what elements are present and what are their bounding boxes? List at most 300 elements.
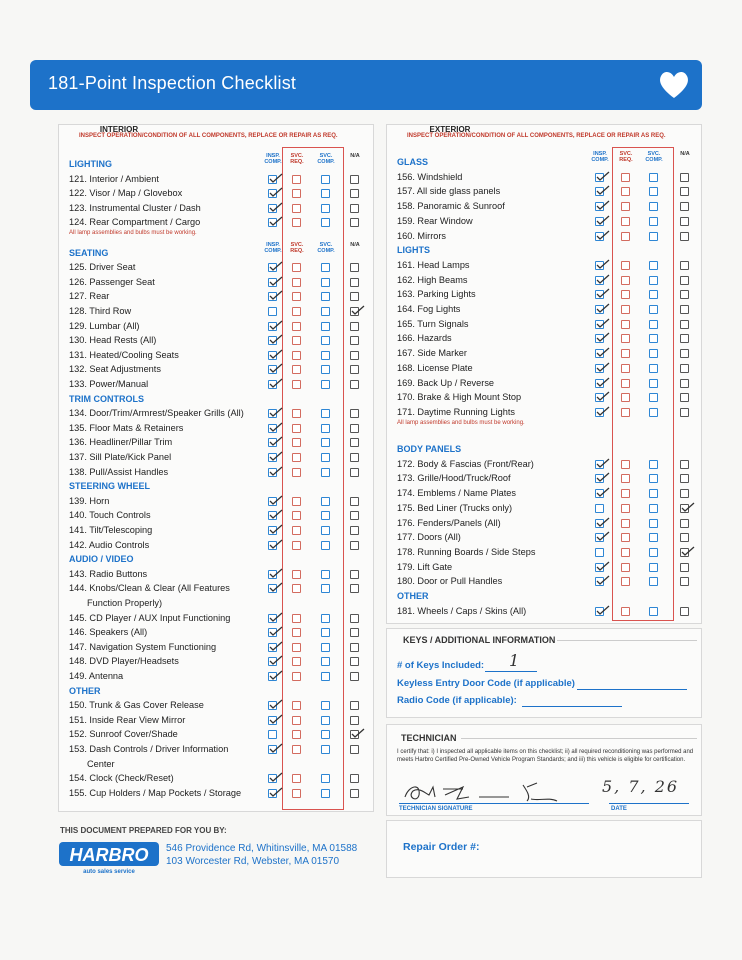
checkbox-insp-comp[interactable]: [268, 351, 277, 360]
checkbox-na[interactable]: [680, 187, 689, 196]
checkbox-insp-comp[interactable]: [595, 276, 604, 285]
checkbox-na[interactable]: [350, 643, 359, 652]
checkbox-na[interactable]: [350, 541, 359, 550]
item-parking-lights: 163. Parking Lights: [397, 289, 476, 300]
checkbox-svc-comp[interactable]: [321, 409, 330, 418]
checkbox-svc-req[interactable]: [621, 563, 630, 572]
item-cup-holders-map-pockets-storage: 155. Cup Holders / Map Pockets / Storage: [69, 787, 242, 798]
category-lights: LIGHTS: [397, 245, 430, 256]
item-interior-ambient: 121. Interior / Ambient: [69, 173, 159, 184]
checkbox-svc-comp[interactable]: [649, 187, 658, 196]
checkbox-insp-comp[interactable]: [268, 745, 277, 754]
checkbox-svc-comp[interactable]: [321, 774, 330, 783]
checkbox-insp-comp[interactable]: [268, 497, 277, 506]
exterior-title: EXTERIOR: [429, 125, 471, 134]
checkbox-svc-comp[interactable]: [321, 541, 330, 550]
checkbox-na[interactable]: [350, 672, 359, 681]
checkbox-na[interactable]: [350, 584, 359, 593]
checkbox-insp-comp[interactable]: [595, 504, 604, 513]
checkbox-insp-comp[interactable]: [268, 774, 277, 783]
checkbox-svc-comp[interactable]: [649, 379, 658, 388]
checkbox-na[interactable]: [680, 533, 689, 542]
checkbox-svc-comp[interactable]: [649, 519, 658, 528]
checkbox-na[interactable]: [680, 232, 689, 241]
checkbox-svc-comp[interactable]: [321, 365, 330, 374]
checkbox-svc-req[interactable]: [621, 577, 630, 586]
checkbox-insp-comp[interactable]: [268, 716, 277, 725]
checkbox-svc-comp[interactable]: [321, 336, 330, 345]
checkbox-na[interactable]: [680, 474, 689, 483]
checkbox-na[interactable]: [350, 453, 359, 462]
checkbox-na[interactable]: [350, 409, 359, 418]
checkbox-svc-comp[interactable]: [649, 217, 658, 226]
checkbox-svc-comp[interactable]: [649, 474, 658, 483]
checkbox-svc-req[interactable]: [292, 716, 301, 725]
checkbox-insp-comp[interactable]: [268, 218, 277, 227]
item-rear: 127. Rear: [69, 291, 110, 302]
checkbox-svc-comp[interactable]: [321, 322, 330, 331]
checkbox-svc-comp[interactable]: [321, 789, 330, 798]
checkbox-insp-comp[interactable]: [268, 322, 277, 331]
checkbox-svc-comp[interactable]: [321, 278, 330, 287]
checkbox-svc-req[interactable]: [621, 305, 630, 314]
checkbox-insp-comp[interactable]: [268, 584, 277, 593]
signature-line[interactable]: [399, 803, 589, 804]
checkbox-svc-req[interactable]: [621, 261, 630, 270]
item-cd-player-aux-input-functioning: 145. CD Player / AUX Input Functioning: [69, 612, 231, 623]
checkbox-svc-comp[interactable]: [321, 628, 330, 637]
checkbox-svc-comp[interactable]: [649, 364, 658, 373]
checkbox-svc-req[interactable]: [292, 438, 301, 447]
checkbox-insp-comp[interactable]: [268, 730, 277, 739]
checkbox-na[interactable]: [680, 305, 689, 314]
checkbox-na[interactable]: [680, 364, 689, 373]
checkbox-na[interactable]: [350, 511, 359, 520]
checkbox-na[interactable]: [680, 563, 689, 572]
technician-title: TECHNICIAN: [401, 733, 457, 743]
checkbox-svc-req[interactable]: [621, 349, 630, 358]
checkbox-svc-req[interactable]: [292, 497, 301, 506]
item-trunk-gas-cover-release: 150. Trunk & Gas Cover Release: [69, 700, 204, 711]
item-lift-gate: 179. Lift Gate: [397, 561, 453, 572]
checkbox-svc-comp[interactable]: [649, 460, 658, 469]
keys-panel: [386, 628, 702, 718]
checkbox-insp-comp[interactable]: [595, 379, 604, 388]
checkbox-svc-comp[interactable]: [321, 730, 330, 739]
column-header-insp: INSP. COMP.: [264, 153, 282, 165]
checkbox-na[interactable]: [350, 570, 359, 579]
checkbox-insp-comp[interactable]: [595, 305, 604, 314]
checkbox-na[interactable]: [680, 607, 689, 616]
checkbox-insp-comp[interactable]: [268, 175, 277, 184]
checkbox-insp-comp[interactable]: [268, 511, 277, 520]
checkbox-svc-req[interactable]: [292, 292, 301, 301]
checkbox-insp-comp[interactable]: [268, 672, 277, 681]
checkbox-svc-comp[interactable]: [321, 526, 330, 535]
checkbox-insp-comp[interactable]: [268, 701, 277, 710]
checkbox-svc-req[interactable]: [292, 189, 301, 198]
checkbox-svc-req[interactable]: [621, 519, 630, 528]
checkbox-insp-comp[interactable]: [268, 789, 277, 798]
checkbox-svc-req[interactable]: [621, 460, 630, 469]
checkbox-svc-comp[interactable]: [649, 533, 658, 542]
column-header-svc-req: SVC. REQ.: [619, 151, 633, 163]
item-daytime-running-lights: 171. Daytime Running Lights: [397, 406, 515, 417]
checkbox-svc-req[interactable]: [292, 511, 301, 520]
checkbox-insp-comp[interactable]: [268, 409, 277, 418]
checkbox-na[interactable]: [680, 334, 689, 343]
checkbox-na[interactable]: [350, 336, 359, 345]
checkbox-na[interactable]: [350, 380, 359, 389]
checkbox-svc-comp[interactable]: [649, 261, 658, 270]
signature-label: TECHNICIAN SIGNATURE: [399, 806, 473, 812]
checkbox-svc-req[interactable]: [292, 351, 301, 360]
checkbox-svc-req[interactable]: [292, 657, 301, 666]
checkbox-insp-comp[interactable]: [595, 187, 604, 196]
checkbox-na[interactable]: [350, 789, 359, 798]
checkbox-svc-req[interactable]: [621, 393, 630, 402]
exterior-panel: [386, 124, 702, 624]
technician-panel: [386, 724, 702, 816]
checkbox-na[interactable]: [350, 438, 359, 447]
note-text: All lamp assemblies and bulbs must be working.: [69, 230, 197, 236]
checkbox-svc-req[interactable]: [621, 364, 630, 373]
checkbox-na[interactable]: [350, 716, 359, 725]
checkbox-svc-req[interactable]: [621, 489, 630, 498]
checkbox-svc-comp[interactable]: [321, 657, 330, 666]
checkbox-na[interactable]: [680, 519, 689, 528]
checkbox-insp-comp[interactable]: [268, 453, 277, 462]
item-dash-controls-driver-information: 153. Dash Controls / Driver Information: [69, 744, 229, 754]
checkbox-na[interactable]: [680, 276, 689, 285]
checkbox-svc-req[interactable]: [621, 607, 630, 616]
checkbox-svc-comp[interactable]: [649, 489, 658, 498]
checkbox-na[interactable]: [350, 745, 359, 754]
checkbox-insp-comp[interactable]: [595, 563, 604, 572]
checkbox-svc-comp[interactable]: [321, 263, 330, 272]
checkbox-svc-comp[interactable]: [321, 614, 330, 623]
checkbox-insp-comp[interactable]: [595, 173, 604, 182]
item-all-side-glass-panels: 157. All side glass panels: [397, 186, 501, 197]
checkbox-na[interactable]: [350, 497, 359, 506]
checkbox-svc-comp[interactable]: [649, 349, 658, 358]
checkbox-svc-comp[interactable]: [321, 701, 330, 710]
checkbox-insp-comp[interactable]: [595, 349, 604, 358]
checkbox-insp-comp[interactable]: [595, 290, 604, 299]
checkbox-insp-comp[interactable]: [268, 365, 277, 374]
checkbox-svc-comp[interactable]: [649, 577, 658, 586]
checkbox-svc-comp[interactable]: [321, 643, 330, 652]
item-fenders-panels-all: 176. Fenders/Panels (All): [397, 517, 501, 528]
checkbox-na[interactable]: [350, 774, 359, 783]
checkbox-svc-req[interactable]: [292, 570, 301, 579]
checkbox-insp-comp[interactable]: [268, 570, 277, 579]
item-floor-mats-retainers: 135. Floor Mats & Retainers: [69, 422, 184, 433]
checkbox-insp-comp[interactable]: [268, 380, 277, 389]
checkbox-svc-comp[interactable]: [321, 584, 330, 593]
checkbox-svc-comp[interactable]: [321, 570, 330, 579]
checkbox-svc-req[interactable]: [292, 672, 301, 681]
checkbox-svc-req[interactable]: [292, 614, 301, 623]
item-clock-check-reset: 154. Clock (Check/Reset): [69, 773, 174, 784]
checkbox-insp-comp[interactable]: [268, 468, 277, 477]
checkbox-svc-comp[interactable]: [649, 548, 658, 557]
item-passenger-seat: 126. Passenger Seat: [69, 276, 155, 287]
checkbox-svc-comp[interactable]: [321, 175, 330, 184]
checkbox-na[interactable]: [350, 322, 359, 331]
column-header-insp: INSP. COMP.: [591, 151, 609, 163]
checkbox-svc-req[interactable]: [621, 548, 630, 557]
checkbox-insp-comp[interactable]: [595, 489, 604, 498]
checkbox-svc-req[interactable]: [621, 320, 630, 329]
checkbox-svc-comp[interactable]: [649, 320, 658, 329]
checkbox-svc-comp[interactable]: [649, 202, 658, 211]
checkbox-svc-req[interactable]: [292, 789, 301, 798]
certification-text: I certify that: i) I inspected all applicable items on this checklist; ii) all required reconditioning was performed and meets Harbro Certified Pre-Owned Vehicle Program Standards; and iii) this vehicle is eligible for certification.: [397, 749, 694, 763]
checkbox-svc-req[interactable]: [292, 468, 301, 477]
checkbox-svc-comp[interactable]: [649, 334, 658, 343]
checkbox-na[interactable]: [350, 614, 359, 623]
checkbox-svc-req[interactable]: [292, 628, 301, 637]
checkbox-svc-req[interactable]: [292, 278, 301, 287]
column-header-svc-comp: SVC. COMP.: [645, 151, 663, 163]
checkbox-svc-comp[interactable]: [649, 232, 658, 241]
checkbox-insp-comp[interactable]: [268, 204, 277, 213]
checkbox-svc-comp[interactable]: [321, 351, 330, 360]
checkbox-insp-comp[interactable]: [595, 261, 604, 270]
category-seating: SEATING: [69, 247, 109, 258]
checkbox-na[interactable]: [680, 202, 689, 211]
checkbox-svc-comp[interactable]: [649, 607, 658, 616]
radio-code-field[interactable]: [522, 706, 622, 707]
checkbox-svc-comp[interactable]: [321, 424, 330, 433]
item-headliner-pillar-trim: 136. Headliner/Pillar Trim: [69, 437, 173, 448]
repair-order-panel: [386, 820, 702, 878]
checkbox-svc-req[interactable]: [292, 701, 301, 710]
item-knobs-clean-clear-all-features: 144. Knobs/Clean & Clear (All Features: [69, 583, 230, 594]
item-seat-adjustments: 132. Seat Adjustments: [69, 364, 161, 375]
date-line[interactable]: [609, 803, 689, 804]
checkbox-svc-comp[interactable]: [321, 292, 330, 301]
checkbox-svc-comp[interactable]: [321, 453, 330, 462]
checkbox-svc-req[interactable]: [621, 187, 630, 196]
checkbox-svc-req[interactable]: [292, 365, 301, 374]
checkbox-svc-req[interactable]: [621, 504, 630, 513]
checkbox-na[interactable]: [680, 460, 689, 469]
checkbox-svc-comp[interactable]: [321, 438, 330, 447]
checkbox-na[interactable]: [680, 393, 689, 402]
checkbox-na[interactable]: [680, 379, 689, 388]
checkbox-insp-comp[interactable]: [595, 364, 604, 373]
checkbox-svc-req[interactable]: [292, 424, 301, 433]
checkbox-svc-req[interactable]: [292, 218, 301, 227]
checkbox-insp-comp[interactable]: [595, 393, 604, 402]
checkbox-svc-req[interactable]: [621, 334, 630, 343]
checkbox-na[interactable]: [680, 349, 689, 358]
checkbox-svc-req[interactable]: [292, 409, 301, 418]
checkbox-svc-comp[interactable]: [649, 563, 658, 572]
checkbox-na[interactable]: [350, 218, 359, 227]
item-antenna: 149. Antenna: [69, 671, 124, 681]
checkbox-insp-comp[interactable]: [268, 278, 277, 287]
checkbox-svc-comp[interactable]: [321, 497, 330, 506]
checkbox-svc-comp[interactable]: [649, 173, 658, 182]
checkbox-svc-comp[interactable]: [649, 276, 658, 285]
checkbox-na[interactable]: [350, 278, 359, 287]
checkbox-svc-req[interactable]: [292, 263, 301, 272]
checkbox-na[interactable]: [350, 351, 359, 360]
checkbox-insp-comp[interactable]: [268, 438, 277, 447]
checkbox-na[interactable]: [350, 307, 359, 316]
checkbox-svc-comp[interactable]: [321, 716, 330, 725]
checkbox-na[interactable]: [350, 526, 359, 535]
checkbox-insp-comp[interactable]: [595, 577, 604, 586]
checkbox-svc-req[interactable]: [621, 202, 630, 211]
checkbox-na[interactable]: [350, 189, 359, 198]
checkbox-insp-comp[interactable]: [268, 336, 277, 345]
item-high-beams: 162. High Beams: [397, 274, 468, 285]
checkbox-insp-comp[interactable]: [595, 460, 604, 469]
checkbox-svc-req[interactable]: [292, 774, 301, 783]
checkbox-svc-req[interactable]: [621, 290, 630, 299]
checkbox-svc-comp[interactable]: [649, 393, 658, 402]
checkbox-svc-req[interactable]: [292, 380, 301, 389]
checkbox-insp-comp[interactable]: [268, 628, 277, 637]
checkbox-svc-req[interactable]: [292, 584, 301, 593]
checkbox-svc-comp[interactable]: [321, 672, 330, 681]
checkbox-svc-req[interactable]: [621, 379, 630, 388]
checkbox-svc-req[interactable]: [292, 307, 301, 316]
checkbox-svc-req[interactable]: [621, 533, 630, 542]
checkbox-na[interactable]: [680, 320, 689, 329]
item-running-boards-side-steps: 178. Running Boards / Side Steps: [397, 546, 536, 557]
checkbox-svc-req[interactable]: [621, 217, 630, 226]
checkbox-na[interactable]: [680, 173, 689, 182]
checkbox-insp-comp[interactable]: [595, 474, 604, 483]
checkbox-na[interactable]: [350, 175, 359, 184]
note-text: All lamp assemblies and bulbs must be working.: [397, 419, 525, 426]
checkbox-svc-req[interactable]: [292, 643, 301, 652]
checkbox-insp-comp[interactable]: [268, 657, 277, 666]
checkbox-na[interactable]: [350, 424, 359, 433]
interior-title: INTERIOR: [99, 125, 139, 134]
category-body-panels: BODY PANELS: [397, 444, 462, 454]
checkbox-insp-comp[interactable]: [268, 307, 277, 316]
checkbox-svc-req[interactable]: [292, 175, 301, 184]
checkbox-na[interactable]: [680, 217, 689, 226]
checkbox-svc-req[interactable]: [292, 526, 301, 535]
checkbox-na[interactable]: [680, 548, 689, 557]
checkbox-svc-comp[interactable]: [321, 380, 330, 389]
technician-signature: [399, 777, 579, 805]
checkbox-svc-comp[interactable]: [321, 218, 330, 227]
keyless-entry-field[interactable]: [577, 689, 687, 690]
checkbox-insp-comp[interactable]: [268, 643, 277, 652]
checkbox-svc-comp[interactable]: [321, 204, 330, 213]
category-audio-video: AUDIO / VIDEO: [69, 554, 134, 565]
checkbox-na[interactable]: [350, 730, 359, 739]
checkbox-na[interactable]: [680, 408, 689, 417]
checkbox-svc-req[interactable]: [621, 408, 630, 417]
checkbox-na[interactable]: [350, 204, 359, 213]
checkbox-insp-comp[interactable]: [268, 541, 277, 550]
checkbox-na[interactable]: [350, 628, 359, 637]
checkbox-insp-comp[interactable]: [595, 519, 604, 528]
checkbox-na[interactable]: [350, 468, 359, 477]
checkbox-insp-comp[interactable]: [268, 189, 277, 198]
keys-included-field[interactable]: [485, 671, 537, 672]
checkbox-insp-comp[interactable]: [595, 334, 604, 343]
interior-panel: [58, 124, 374, 812]
checkbox-svc-req[interactable]: [621, 232, 630, 241]
checkbox-svc-req[interactable]: [292, 745, 301, 754]
item-mirrors: 160. Mirrors: [397, 230, 447, 241]
checkbox-svc-comp[interactable]: [649, 504, 658, 513]
checkbox-svc-req[interactable]: [292, 730, 301, 739]
checkbox-svc-comp[interactable]: [649, 408, 658, 417]
harbro-logo: [58, 840, 160, 876]
checkbox-na[interactable]: [350, 365, 359, 374]
checkbox-insp-comp[interactable]: [595, 202, 604, 211]
checkbox-insp-comp[interactable]: [595, 232, 604, 241]
date-label: DATE: [611, 806, 627, 812]
checkbox-svc-req[interactable]: [292, 204, 301, 213]
checkbox-svc-req[interactable]: [621, 276, 630, 285]
checkbox-na[interactable]: [680, 489, 689, 498]
checkbox-svc-comp[interactable]: [321, 511, 330, 520]
checkbox-svc-comp[interactable]: [321, 189, 330, 198]
checkbox-svc-comp[interactable]: [321, 745, 330, 754]
repair-order-label: Repair Order #:: [403, 841, 480, 853]
checkbox-insp-comp[interactable]: [268, 614, 277, 623]
checkbox-na[interactable]: [680, 261, 689, 270]
checkbox-insp-comp[interactable]: [595, 408, 604, 417]
checkbox-na[interactable]: [350, 263, 359, 272]
checkbox-na[interactable]: [350, 657, 359, 666]
item-pull-assist-handles: 138. Pull/Assist Handles: [69, 466, 169, 477]
checkbox-svc-req[interactable]: [292, 541, 301, 550]
checkbox-insp-comp[interactable]: [595, 533, 604, 542]
item-rear-window: 159. Rear Window: [397, 215, 473, 226]
checkbox-insp-comp[interactable]: [595, 320, 604, 329]
item-touch-controls: 140. Touch Controls: [69, 510, 151, 521]
checkbox-insp-comp[interactable]: [595, 548, 604, 557]
checkbox-svc-comp[interactable]: [649, 305, 658, 314]
item-audio-controls: 142. Audio Controls: [69, 539, 150, 550]
checkbox-svc-comp[interactable]: [649, 290, 658, 299]
checkbox-insp-comp[interactable]: [595, 607, 604, 616]
checkbox-insp-comp[interactable]: [268, 424, 277, 433]
checkbox-svc-req[interactable]: [292, 453, 301, 462]
checkbox-insp-comp[interactable]: [595, 217, 604, 226]
checkbox-svc-req[interactable]: [292, 322, 301, 331]
checkbox-insp-comp[interactable]: [268, 292, 277, 301]
checkbox-insp-comp[interactable]: [268, 526, 277, 535]
checkbox-svc-comp[interactable]: [321, 307, 330, 316]
checkbox-insp-comp[interactable]: [268, 263, 277, 272]
checkbox-na[interactable]: [680, 577, 689, 586]
checkbox-na[interactable]: [350, 701, 359, 710]
checkbox-svc-req[interactable]: [292, 336, 301, 345]
checkbox-svc-req[interactable]: [621, 474, 630, 483]
checkbox-svc-req[interactable]: [621, 173, 630, 182]
item-horn: 139. Horn: [69, 495, 110, 506]
checkbox-svc-comp[interactable]: [321, 468, 330, 477]
page-title: 181-Point Inspection Checklist: [48, 73, 297, 93]
checkbox-na[interactable]: [350, 292, 359, 301]
checkbox-na[interactable]: [680, 290, 689, 299]
checkbox-na[interactable]: [680, 504, 689, 513]
